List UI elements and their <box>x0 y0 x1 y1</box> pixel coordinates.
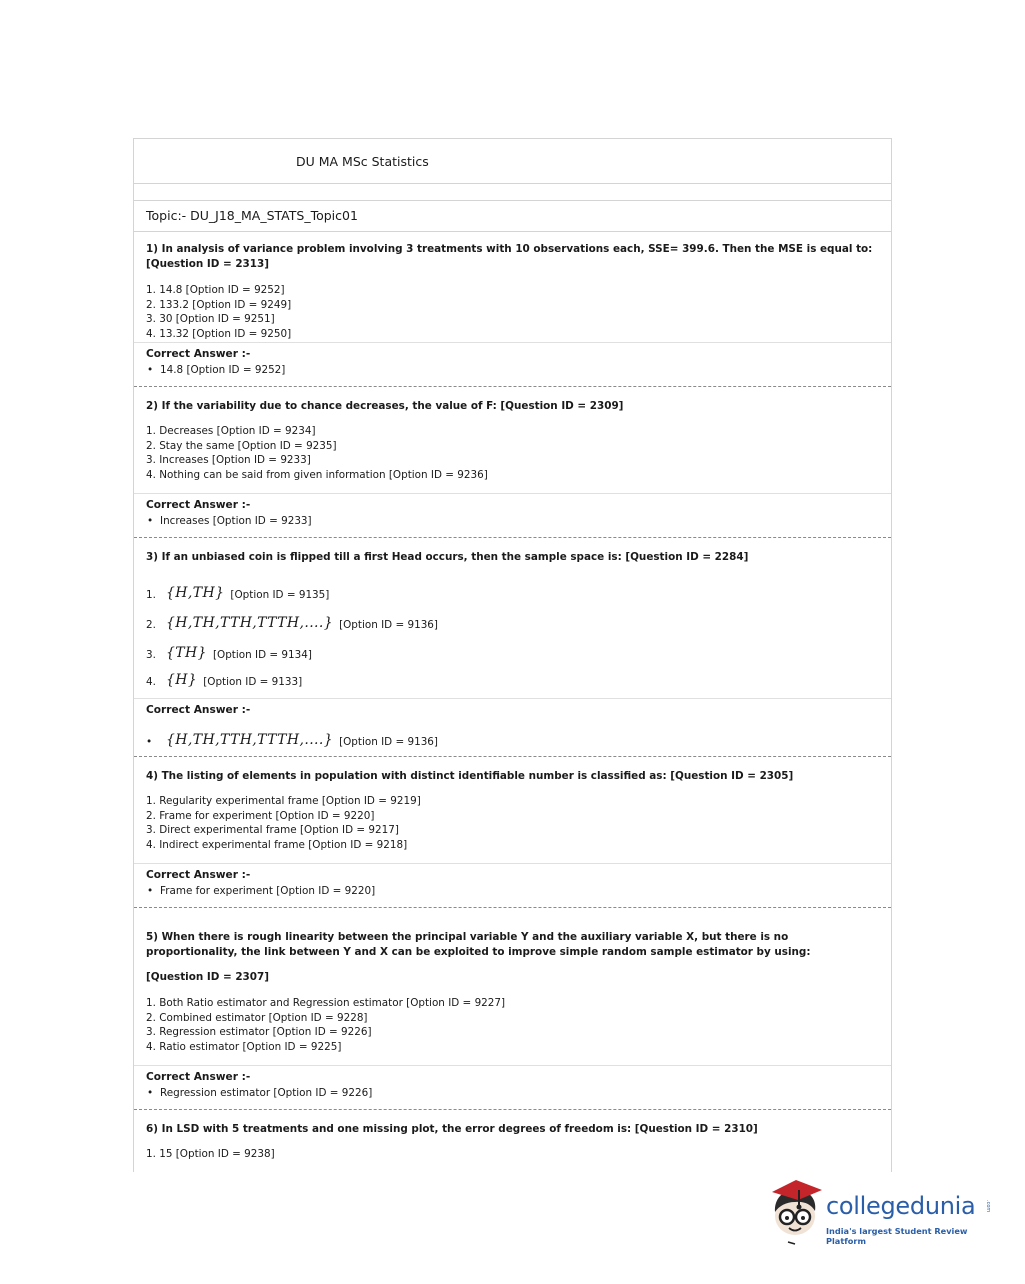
option-item <box>146 661 879 688</box>
student-mascot-icon <box>768 1178 826 1248</box>
correct-answer <box>146 718 879 748</box>
option-id: [Option ID = 9135] <box>230 589 330 601</box>
math-set: {H} <box>166 672 198 688</box>
math-set: {H,TH,TTH,TTTH,....} <box>166 615 334 631</box>
correct-answer-text: 14.8 [Option ID = 9252] <box>160 364 286 376</box>
option-list <box>146 571 879 688</box>
option-id: [Option ID = 9134] <box>212 649 312 661</box>
answer-block-2 <box>134 493 891 537</box>
answer-block-3 <box>134 698 891 756</box>
option-number: 1. <box>146 589 156 601</box>
math-set: {H,TH,TTH,TTTH,....} <box>166 732 334 748</box>
page-title: DU MA MSc Statistics <box>296 154 429 169</box>
topic-row <box>134 201 891 232</box>
option-list <box>146 424 879 482</box>
correct-answer-text: Frame for experiment [Option ID = 9220] <box>160 885 376 897</box>
option-item: 4. Nothing can be said from given information [Option ID = 9236] <box>146 468 488 481</box>
option-item: 4. 13.32 [Option ID = 9250] <box>146 327 292 340</box>
correct-answer-label: Correct Answer :- <box>146 499 251 511</box>
logo-domain: .com <box>985 1200 991 1213</box>
correct-answer-label: Correct Answer :- <box>146 704 251 716</box>
answer-block-4 <box>134 863 891 907</box>
correct-answer <box>146 362 879 378</box>
correct-answer <box>146 1085 879 1101</box>
option-number: 3. <box>146 649 156 661</box>
option-item: 3. Increases [Option ID = 9233] <box>146 454 311 467</box>
collegedunia-logo <box>768 1178 998 1248</box>
answer-block-1 <box>134 342 891 386</box>
bullet-icon: • <box>146 736 153 748</box>
correct-answer-label: Correct Answer :- <box>146 348 251 360</box>
question-4 <box>134 757 891 863</box>
question-text: 2) If the variability due to chance decreases, the value of F: [Question ID = 2309] <box>146 400 624 412</box>
question-text: 1) In analysis of variance problem involving 3 treatments with 10 observations each, SSE= 399.6. Then the MSE is equal to: [Question ID = 2313] <box>146 243 873 270</box>
header-row <box>134 139 891 184</box>
option-item: 2. Stay the same [Option ID = 9235] <box>146 439 337 452</box>
question-1 <box>134 232 891 342</box>
option-item: 3. Direct experimental frame [Option ID = 9217] <box>146 824 399 837</box>
answer-block-5 <box>134 1065 891 1109</box>
option-item: 1. Both Ratio estimator and Regression estimator [Option ID = 9227] <box>146 997 506 1009</box>
math-set: {H,TH} <box>166 585 225 601</box>
correct-answer-text: Regression estimator [Option ID = 9226] <box>160 1087 373 1099</box>
option-item: 2. Frame for experiment [Option ID = 9220] <box>146 809 375 822</box>
option-list <box>146 996 879 1054</box>
option-item: 1. Decreases [Option ID = 9234] <box>146 425 316 437</box>
option-number: 4. <box>146 676 156 688</box>
question-3 <box>134 538 891 698</box>
option-item: 2. Combined estimator [Option ID = 9228] <box>146 1011 368 1024</box>
option-item: 3. Regression estimator [Option ID = 9226] <box>146 1026 372 1039</box>
option-list <box>146 1147 879 1162</box>
correct-answer-text: [Option ID = 9136] <box>339 736 438 748</box>
option-item: 3. 30 [Option ID = 9251] <box>146 313 275 326</box>
option-id: [Option ID = 9133] <box>203 676 303 688</box>
question-text: 6) In LSD with 5 treatments and one missing plot, the error degrees of freedom is: [Question ID = 2310] <box>146 1123 758 1135</box>
question-text: 3) If an unbiased coin is flipped till a first Head occurs, then the sample space is: [Question ID = 2284] <box>146 551 749 563</box>
option-item: 1. Regularity experimental frame [Option ID = 9219] <box>146 795 421 807</box>
logo-tagline: India's largest Student Review Platform <box>826 1226 968 1246</box>
option-number: 2. <box>146 619 156 631</box>
question-id: [Question ID = 2307] <box>146 971 269 983</box>
correct-answer-label: Correct Answer :- <box>146 1071 251 1083</box>
option-item <box>146 601 879 631</box>
question-5 <box>134 908 891 1065</box>
question-2 <box>134 387 891 493</box>
option-item: 1. 15 [Option ID = 9238] <box>146 1148 275 1160</box>
logo-wordmark: collegedunia <box>826 1192 976 1220</box>
correct-answer <box>146 513 879 529</box>
bullet-icon: • <box>147 885 154 897</box>
question-text: 4) The listing of elements in population with distinct identifiable number is classified as: [Question ID = 2305] <box>146 770 794 782</box>
topic-label: Topic:- DU_J18_MA_STATS_Topic01 <box>146 208 358 223</box>
question-text: 5) When there is rough linearity between the principal variable Y and the auxiliary variable X, but there is no proportionality, the link between Y and X can be exploited to improve simple random sample estimator by using: <box>146 931 811 958</box>
option-item <box>146 571 879 601</box>
option-item: 1. 14.8 [Option ID = 9252] <box>146 284 285 296</box>
bullet-icon: • <box>147 515 154 527</box>
option-list <box>146 283 879 341</box>
question-6 <box>134 1110 891 1162</box>
spacer-row <box>134 184 891 201</box>
option-item <box>146 631 879 661</box>
bullet-icon: • <box>147 364 154 376</box>
correct-answer <box>146 883 879 899</box>
correct-answer-text: Increases [Option ID = 9233] <box>160 515 312 527</box>
option-list <box>146 794 879 852</box>
option-id: [Option ID = 9136] <box>339 619 438 631</box>
math-set: {TH} <box>166 645 207 661</box>
bullet-icon: • <box>147 1087 154 1099</box>
option-item: 2. 133.2 [Option ID = 9249] <box>146 298 292 311</box>
option-item: 4. Indirect experimental frame [Option ID = 9218] <box>146 838 408 851</box>
option-item: 4. Ratio estimator [Option ID = 9225] <box>146 1040 342 1053</box>
correct-answer-label: Correct Answer :- <box>146 869 251 881</box>
exam-sheet <box>133 138 892 1172</box>
